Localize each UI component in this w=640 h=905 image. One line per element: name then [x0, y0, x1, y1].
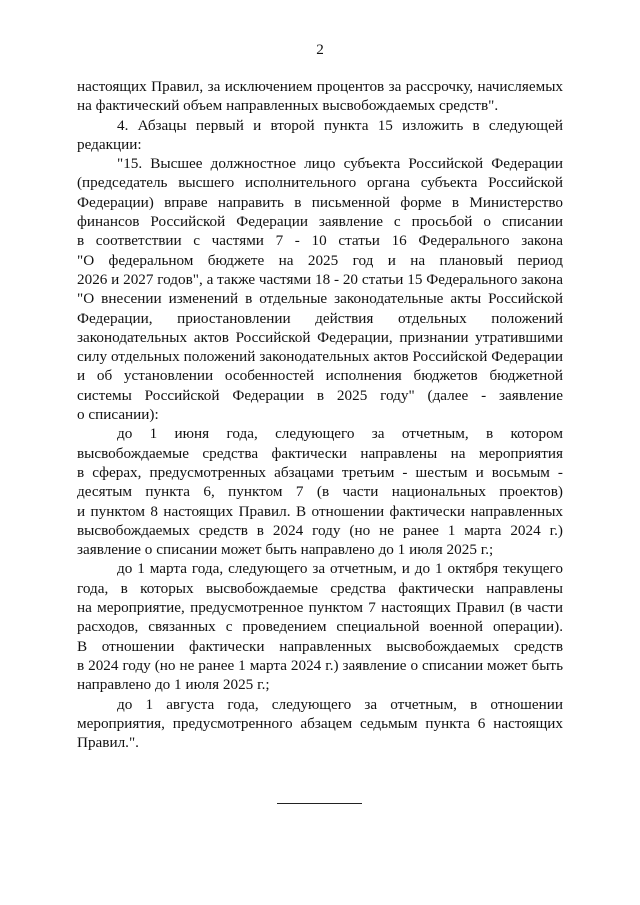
- text-line: системы Российской Федерации в 2025 году" (далее - заявление: [77, 386, 563, 404]
- document-body: [77, 77, 563, 752]
- text-line: законодательных актов Российской Федерации, признании утратившими: [77, 328, 563, 346]
- text-line: редакции:: [77, 135, 142, 153]
- text-line: в соответствии с частями 7 - 10 статьи 16 Федерального закона: [77, 232, 563, 250]
- text-line: В отношении фактически направленных высвобождаемых средств: [77, 637, 563, 655]
- text-line: 2026 и 2027 годов", а также частями 18 - 20 статьи 15 Федерального закона: [77, 270, 563, 288]
- text-line: до 1 августа года, следующего за отчетным, в отношении: [117, 695, 563, 713]
- text-line: Правил.".: [77, 734, 139, 752]
- text-line: высвобождаемых средств в 2024 году (но не ранее 1 марта 2024 г.): [77, 521, 563, 539]
- text-line: на фактический объем направленных высвобождаемых средств".: [77, 97, 499, 115]
- text-line: до 1 марта года, следующего за отчетным, и до 1 октября текущего: [117, 560, 563, 578]
- text-line: Федерации) вправе направить в письменной форме в Министерство: [77, 193, 563, 211]
- text-line: в сферах, предусмотренных абзацами третьим - шестым и восьмым -: [77, 463, 563, 481]
- text-line: "О федеральном бюджете на 2025 год и на плановый период: [77, 251, 563, 269]
- text-line: 4. Абзацы первый и второй пункта 15 изложить в следующей: [117, 116, 563, 134]
- text-line: до 1 июня года, следующего за отчетным, в котором: [117, 425, 563, 443]
- text-line: высвобождаемые средства фактически направлены на мероприятия: [77, 444, 563, 462]
- text-line: на мероприятие, предусмотренное пунктом 7 настоящих Правил (в части: [77, 599, 563, 617]
- text-line: десятым пункта 6, пунктом 7 (в части национальных проектов): [77, 483, 563, 501]
- text-line: направлено до 1 июля 2025 г.;: [77, 676, 270, 694]
- text-line: о списании):: [77, 406, 159, 424]
- text-line: и пунктом 8 настоящих Правил. В отношении фактически направленных: [77, 502, 563, 520]
- text-line: силу отдельных положений законодательных актов Российской Федерации: [77, 348, 563, 366]
- text-line: (председатель высшего исполнительного органа субъекта Российской: [77, 174, 563, 192]
- page-number: 2: [316, 41, 324, 58]
- text-line: финансов Российской Федерации заявление с просьбой о списании: [77, 213, 563, 231]
- text-line: расходов, связанных с проведением специальной военной операции).: [77, 618, 563, 636]
- text-line: настоящих Правил, за исключением процентов за рассрочку, начисляемых: [77, 78, 563, 95]
- text-line: "15. Высшее должностное лицо субъекта Российской Федерации: [117, 155, 563, 173]
- end-rule: [277, 803, 362, 804]
- text-line: Федерации, приостановлении действия отдельных положений: [77, 309, 563, 327]
- text-line: в 2024 году (но не ранее 1 марта 2024 г.) заявление о списании может быть: [77, 656, 563, 674]
- text-line: "О внесении изменений в отдельные законодательные акты Российской: [77, 290, 563, 308]
- text-line: года, в которых высвобождаемые средства фактически направлены: [77, 579, 563, 597]
- text-line: заявление о списании может быть направлено до 1 июля 2025 г.;: [77, 541, 494, 559]
- text-line: и об установлении особенностей исполнения бюджетов бюджетной: [77, 367, 563, 385]
- text-line: мероприятия, предусмотренного абзацем седьмым пункта 6 настоящих: [77, 714, 563, 732]
